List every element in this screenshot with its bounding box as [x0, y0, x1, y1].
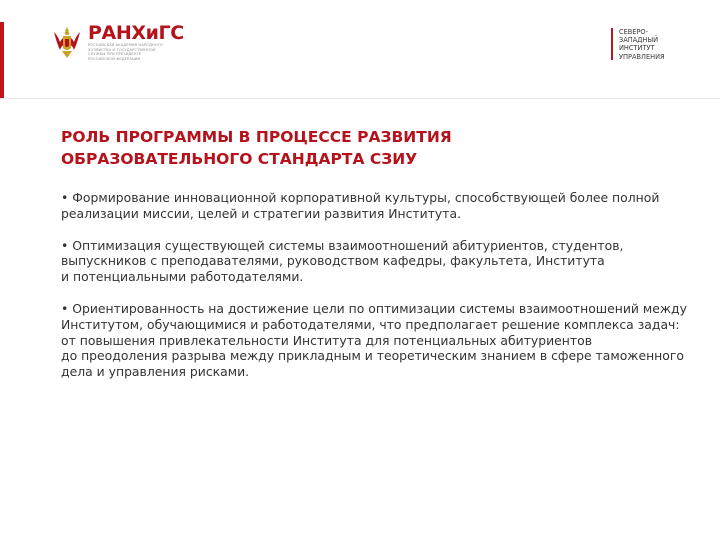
branch-label [611, 28, 709, 60]
bullet-paragraph [61, 238, 691, 285]
title-line: ОБРАЗОВАТЕЛЬНОГО СТАНДАРТА СЗИУ [61, 150, 418, 168]
paragraph-line: и потенциальными работодателями. [61, 269, 304, 285]
branch-line: УПРАВЛЕНИЯ [619, 52, 665, 61]
left-accent-bar [0, 22, 4, 98]
paragraph-line: дела и управления рисками. [61, 364, 250, 380]
branch-line: СЕВЕРО- [619, 28, 649, 36]
eagle-emblem-icon [52, 24, 82, 60]
logo-subtitle: РОССИЙСКАЯ АКАДЕМИЯ НАРОДНОГО ХОЗЯЙСТВА И ГОСУДАРСТВЕННОЙ СЛУЖБЫ ПРИ ПРЕЗИДЕНТЕ РОССИЙСКОЙ ФЕДЕРАЦИИ [88, 43, 163, 61]
page-title [61, 126, 681, 170]
bullet-paragraph [61, 190, 691, 222]
paragraph-line: реализации миссии, целей и стратегии развития Института. [61, 205, 462, 221]
logo [52, 22, 184, 62]
paragraph-line: до преодоления разрыва между прикладным и теоретическим знанием в сфере таможенного [61, 348, 684, 364]
branch-line: ИНСТИТУТ [619, 44, 655, 53]
paragraph-line: выпускников с преподавателями, руководством кафедры, факультета, Института [61, 253, 605, 269]
paragraph-line: Институтом, обучающимися и работодателями, что предполагает решение комплекса задач: [61, 316, 680, 332]
paragraph-line: • Формирование инновационной корпоративной культуры, способствующей более полной [61, 190, 660, 205]
title-line: РОЛЬ ПРОГРАММЫ В ПРОЦЕССЕ РАЗВИТИЯ [61, 128, 452, 146]
paragraph-line: • Оптимизация существующей системы взаимоотношений абитуриентов, студентов, [61, 237, 624, 253]
header-divider [0, 98, 720, 99]
bullet-paragraph [61, 301, 691, 380]
paragraph-line: • Ориентированность на достижение цели по оптимизации системы взаимоотношений между [61, 300, 687, 316]
logo-wordmark: РАНХиГС [88, 22, 184, 44]
branch-line: ЗАПАДНЫЙ [619, 36, 659, 45]
paragraph-line: от повышения привлекательности Института для потенциальных абитуриентов [61, 332, 593, 348]
content-body [61, 190, 691, 396]
